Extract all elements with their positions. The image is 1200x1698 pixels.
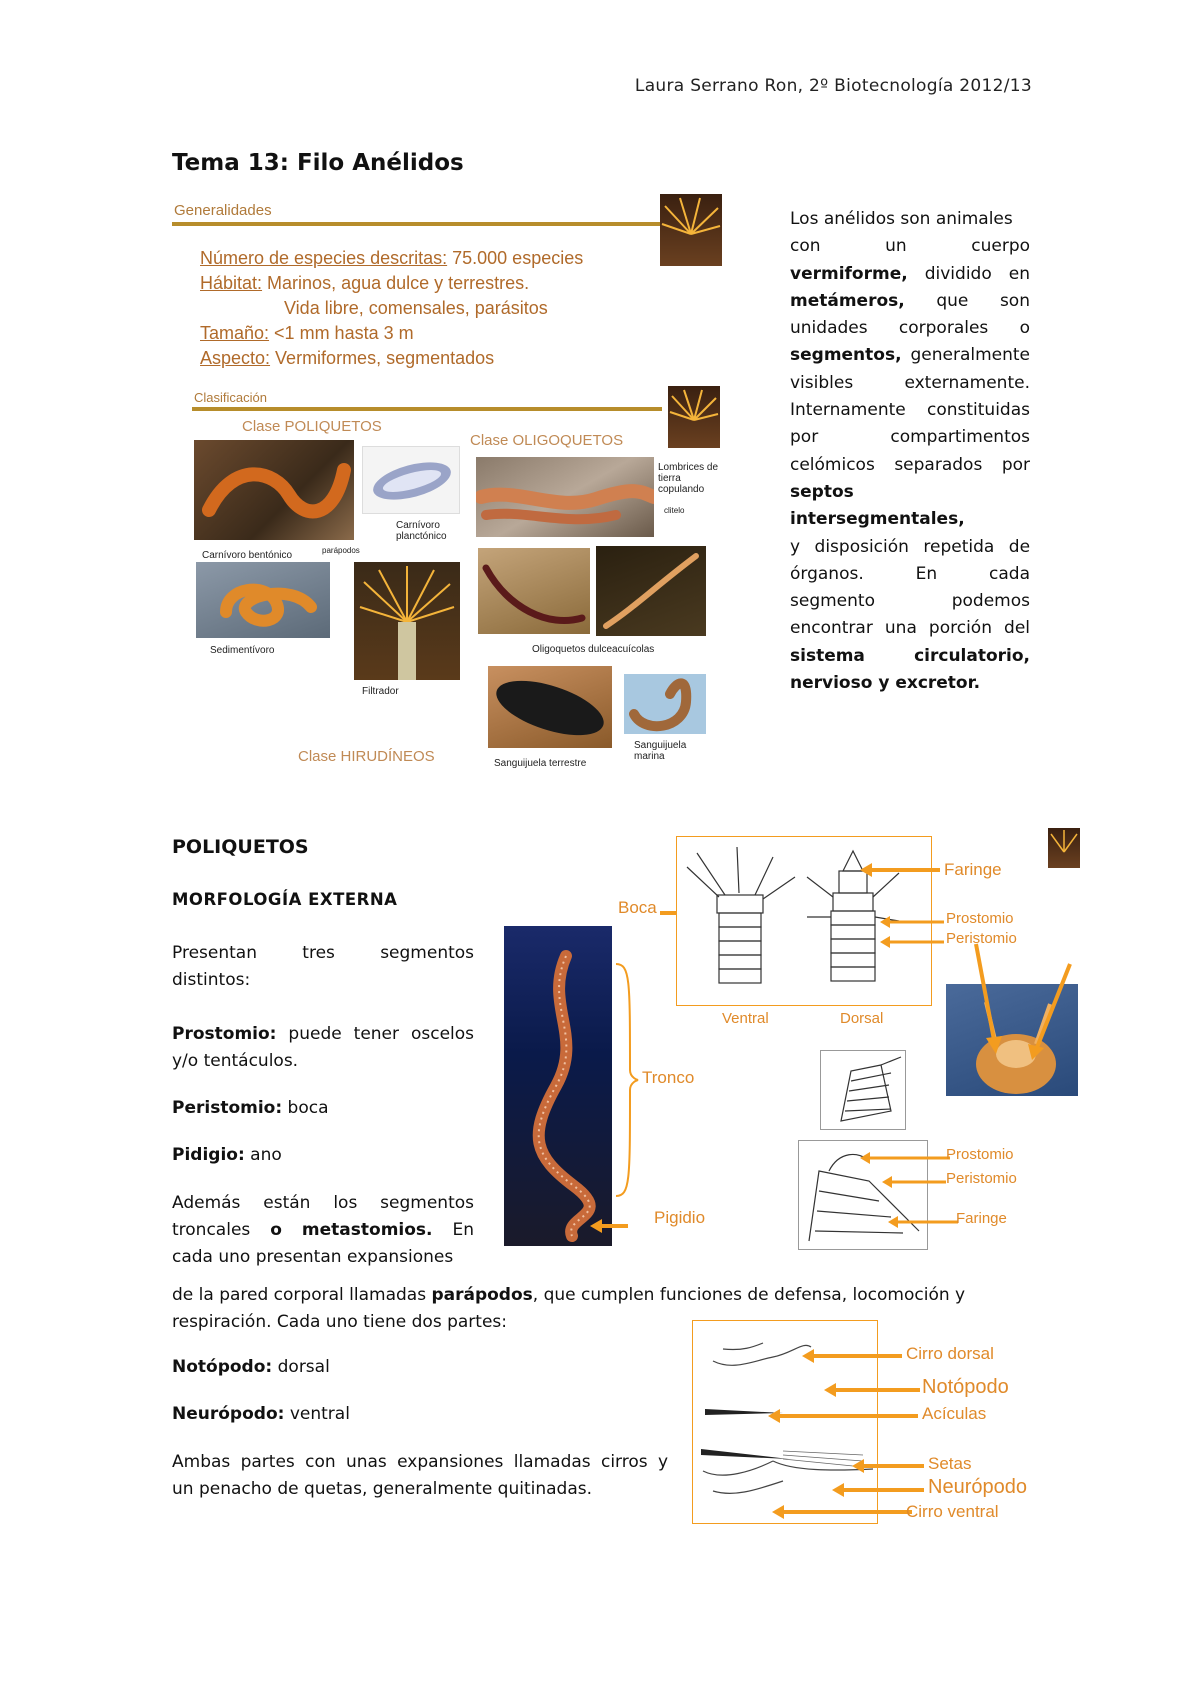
intro-line bbox=[790, 479, 1030, 534]
intro-word: disposición bbox=[814, 536, 909, 557]
arrow-aciculas bbox=[768, 1408, 918, 1424]
intro-word: septos bbox=[790, 481, 854, 502]
ademas-word: troncales bbox=[172, 1220, 251, 1241]
caption-lombrices: Lombrices de tierra copulando bbox=[658, 462, 719, 495]
ambas-word: Ambas bbox=[172, 1451, 231, 1472]
intro-line bbox=[790, 670, 1030, 697]
intro-word: que bbox=[936, 290, 969, 311]
prostomio-word: Prostomio: bbox=[172, 1023, 277, 1044]
intro-word: cada bbox=[989, 563, 1030, 584]
ademas-line-2 bbox=[172, 1217, 474, 1244]
worm-illustration bbox=[194, 440, 354, 540]
spacer bbox=[172, 995, 474, 1021]
intro-word: con bbox=[790, 236, 821, 257]
arrow-cirro-dorsal bbox=[802, 1348, 902, 1364]
tronco-bracket bbox=[612, 960, 642, 1200]
polychaete-illustration bbox=[504, 926, 612, 1246]
caption-carnivoro-bentonico: Carnívoro bentónico bbox=[202, 550, 293, 561]
arrow-prostomio bbox=[880, 914, 944, 930]
intro-line bbox=[790, 424, 1030, 451]
prostomio-word: oscelos bbox=[410, 1023, 475, 1044]
logo-fanworm-3 bbox=[1048, 828, 1080, 868]
parapodos-bold: parápodos bbox=[431, 1285, 533, 1305]
intro-word: son bbox=[999, 290, 1030, 311]
intro-word: de bbox=[1008, 536, 1031, 557]
label-tronco: Tronco bbox=[642, 1068, 695, 1087]
clase-hirudineos-label: Clase HIRUDÍNEOS bbox=[298, 748, 435, 765]
intro-text: nervioso y excretor. bbox=[790, 673, 981, 694]
arrow-setas bbox=[852, 1458, 924, 1474]
parapodos-pre: de la pared corporal llamadas bbox=[172, 1285, 432, 1305]
p1-word: Presentan bbox=[172, 943, 257, 963]
label-boca: Boca bbox=[618, 898, 657, 917]
side-sketch-1 bbox=[820, 1050, 906, 1130]
fanworm-icon bbox=[1048, 828, 1080, 868]
habitat-label: Hábitat: bbox=[200, 273, 263, 293]
ademas-line-1 bbox=[172, 1190, 474, 1217]
bristle-worm-illustration bbox=[596, 546, 706, 636]
intro-word: segmentos, bbox=[790, 345, 902, 366]
intro-line bbox=[790, 233, 1030, 260]
arrow-peristomio bbox=[880, 934, 944, 950]
intro-word: repetida bbox=[923, 536, 995, 557]
p1-word: tres bbox=[302, 943, 335, 963]
intro-line bbox=[790, 643, 1030, 670]
p1-line bbox=[172, 940, 474, 967]
intro-line bbox=[790, 315, 1030, 342]
fan-worm-illustration bbox=[354, 562, 460, 680]
intro-word: del bbox=[1004, 618, 1031, 639]
arrow-faringe-2 bbox=[888, 1214, 958, 1230]
habitat-value: Marinos, agua dulce y terrestres. bbox=[262, 273, 530, 293]
page-header: Laura Serrano Ron, 2º Biotecnología 2012/13 bbox=[634, 76, 1032, 96]
intro-word: celómicos bbox=[790, 454, 875, 475]
photo-oligoqueto-1 bbox=[478, 548, 590, 634]
pidigio-text: ano bbox=[244, 1145, 282, 1166]
poliquetos-text-lower bbox=[172, 1354, 672, 1503]
side-head-sketch bbox=[821, 1051, 907, 1131]
arrow-faringe bbox=[860, 860, 940, 880]
arrow-prostomio-2 bbox=[860, 1150, 950, 1166]
neuropodo-label: Neurópodo: bbox=[172, 1404, 285, 1425]
morfologia-subheading: MORFOLOGÍA EXTERNA bbox=[172, 890, 398, 909]
marine-leech-illustration bbox=[624, 674, 706, 734]
tamano-value: <1 mm hasta 3 m bbox=[269, 323, 414, 343]
page-title: Tema 13: Filo Anélidos bbox=[172, 150, 464, 176]
spacer bbox=[172, 1170, 474, 1190]
parapodo-figure bbox=[692, 1320, 1042, 1524]
respiracion-line: respiración. Cada uno tiene dos partes: bbox=[172, 1312, 508, 1333]
ambas-end: un penacho de quetas, generalmente quitinadas. bbox=[172, 1478, 593, 1499]
intro-word: compartimentos bbox=[890, 427, 1030, 448]
clasificacion-rule bbox=[192, 407, 662, 411]
intro-line bbox=[790, 288, 1030, 315]
photo-carnivoro-planctonico bbox=[362, 446, 460, 514]
aspecto-label: Aspecto: bbox=[200, 348, 271, 368]
label-cirro-dorsal: Cirro dorsal bbox=[906, 1344, 994, 1363]
label-prostomio-2: Prostomio bbox=[946, 1146, 1014, 1163]
caption-carnivoro-planctonico: Carnívoro planctónico bbox=[396, 520, 447, 542]
generalidades-heading: Generalidades bbox=[174, 202, 272, 219]
especies-value: 75.000 especies bbox=[447, 248, 584, 268]
ademas-word: Además bbox=[172, 1192, 241, 1213]
intro-paragraph bbox=[790, 206, 1030, 697]
morphology-figure bbox=[500, 830, 1080, 1250]
intro-word: en bbox=[1008, 263, 1031, 284]
label-notopodo: Notópodo bbox=[922, 1376, 1009, 1398]
prostomio-word: tener bbox=[353, 1023, 400, 1044]
intro-word: órganos. bbox=[790, 563, 864, 584]
label-faringe: Faringe bbox=[944, 860, 1002, 879]
photo-polychaete-worm bbox=[504, 926, 612, 1246]
parapodos-line bbox=[172, 1282, 1032, 1309]
ademas-word: segmentos bbox=[380, 1192, 474, 1213]
ademas-word: En bbox=[452, 1220, 474, 1241]
ambas-word: expansiones bbox=[397, 1451, 504, 1472]
intro-line bbox=[790, 588, 1030, 615]
prostomio-word: puede bbox=[288, 1023, 342, 1044]
habitat-row-2: Vida libre, comensales, parásitos bbox=[284, 298, 548, 318]
intro-word: encontrar bbox=[790, 618, 873, 639]
arrow-pigidio bbox=[590, 1216, 630, 1236]
ademas-word: los bbox=[333, 1192, 358, 1213]
caption-oligoquetos-dulce: Oligoquetos dulceacuícolas bbox=[532, 644, 655, 655]
caption-sanguijuela-marina: Sanguijuela marina bbox=[634, 740, 687, 762]
intro-line bbox=[790, 370, 1030, 397]
intro-word: un bbox=[885, 236, 907, 257]
arrow-peristomio-2 bbox=[882, 1174, 946, 1190]
ambas-word: cirros bbox=[600, 1451, 648, 1472]
especies-row bbox=[200, 246, 583, 271]
photo-lombrices bbox=[476, 457, 654, 537]
peristomio-line bbox=[172, 1095, 474, 1122]
intro-word: Internamente bbox=[790, 400, 906, 421]
ambas-word: llamadas bbox=[513, 1451, 591, 1472]
intro-word: por bbox=[1001, 454, 1030, 475]
intro-line bbox=[790, 452, 1030, 479]
neuropodo-text: ventral bbox=[284, 1404, 350, 1425]
intro-word: externamente. bbox=[904, 372, 1030, 393]
label-setas: Setas bbox=[928, 1454, 972, 1473]
generalidades-rule bbox=[172, 222, 710, 226]
neuropodo-line bbox=[172, 1401, 672, 1428]
intro-line bbox=[790, 561, 1030, 588]
label-peristomio: Peristomio bbox=[946, 930, 1017, 947]
intro-word: corporales bbox=[898, 318, 989, 339]
especies-label: Número de especies descritas: bbox=[200, 248, 448, 268]
ademas-word: están bbox=[263, 1192, 311, 1213]
planktonic-worm-illustration bbox=[363, 447, 460, 514]
ademas-line-3: cada uno presentan expansiones bbox=[172, 1247, 454, 1268]
red-worm-illustration bbox=[478, 548, 590, 634]
intro-line bbox=[790, 342, 1030, 369]
fanworm-icon bbox=[660, 194, 722, 266]
clasificacion-heading: Clasificación bbox=[194, 390, 267, 405]
notopodo-label: Notópodo: bbox=[172, 1357, 273, 1377]
label-ventral: Ventral bbox=[722, 1010, 769, 1027]
intro-word: dividido bbox=[924, 263, 992, 284]
label-aciculas: Acículas bbox=[922, 1404, 987, 1423]
photo-sanguijuela-terrestre bbox=[488, 666, 612, 748]
photo-sanguijuela-marina bbox=[624, 674, 706, 734]
logo-fanworm-1 bbox=[660, 194, 722, 266]
intro-line bbox=[790, 534, 1030, 561]
intro-word: o bbox=[1019, 318, 1030, 339]
photo-filtrador bbox=[354, 562, 460, 680]
intro-word: unidades bbox=[790, 318, 868, 339]
intro-word: una bbox=[884, 618, 917, 639]
intro-word: constituidas bbox=[927, 400, 1030, 421]
caption-clitelo: clitelo bbox=[664, 506, 685, 515]
caption-filtrador: Filtrador bbox=[362, 686, 399, 697]
intro-line bbox=[790, 206, 1030, 233]
intro-word: podemos bbox=[951, 591, 1030, 612]
spacer bbox=[172, 1075, 474, 1095]
intro-word: generalmente bbox=[910, 345, 1030, 366]
label-prostomio: Prostomio bbox=[946, 910, 1014, 927]
caption-sedimentivoro: Sedimentívoro bbox=[210, 645, 275, 656]
prostomio-line bbox=[172, 1021, 474, 1048]
fanworm-icon bbox=[668, 386, 720, 448]
arrows-to-photo bbox=[966, 940, 1076, 1060]
peristomio-label: Peristomio: bbox=[172, 1098, 283, 1119]
spacer bbox=[172, 1381, 672, 1401]
intro-word: separados bbox=[894, 454, 983, 475]
photo-carnivoro-bentonico bbox=[194, 440, 354, 540]
label-pigidio: Pigidio bbox=[654, 1208, 706, 1227]
intro-word: metámeros, bbox=[790, 290, 905, 311]
intro-word: sistema bbox=[790, 645, 865, 666]
caption-sanguijuela-terrestre: Sanguijuela terrestre bbox=[494, 758, 587, 769]
earthworms-illustration bbox=[476, 457, 654, 537]
p1-end: distintos: bbox=[172, 970, 251, 991]
aspecto-row bbox=[200, 346, 494, 371]
pidigio-line bbox=[172, 1142, 474, 1169]
intro-word: cuerpo bbox=[971, 236, 1031, 257]
notopodo-text: dorsal bbox=[272, 1357, 330, 1377]
intro-word: segmento bbox=[790, 591, 875, 612]
prostomio-end: y/o tentáculos. bbox=[172, 1050, 299, 1071]
parapodos-post: , que cumplen funciones de defensa, locomoción y bbox=[532, 1285, 966, 1305]
label-neuropodo: Neurópodo bbox=[928, 1476, 1027, 1498]
intro-word: porción bbox=[928, 618, 992, 639]
photo-sedimentivoro bbox=[196, 562, 330, 638]
clase-oligoquetos-label: Clase OLIGOQUETOS bbox=[470, 432, 624, 449]
p1-word: segmentos bbox=[380, 943, 475, 963]
intro-line bbox=[790, 397, 1030, 424]
poliquetos-text-narrow bbox=[172, 940, 474, 1272]
photo-oligoqueto-2 bbox=[596, 546, 706, 636]
spacer bbox=[172, 1122, 474, 1142]
poliquetos-heading: POLIQUETOS bbox=[172, 836, 309, 858]
ambas-word: y bbox=[657, 1451, 669, 1472]
spacer bbox=[172, 1429, 672, 1449]
intro-word: por bbox=[790, 427, 819, 448]
arrow-cirro-ventral bbox=[772, 1504, 912, 1520]
intro-word: visibles bbox=[790, 372, 854, 393]
ambas-word: unas bbox=[345, 1451, 387, 1472]
intro-text: Los anélidos son animales bbox=[790, 209, 1013, 229]
tamano-label: Tamaño: bbox=[200, 323, 270, 343]
pidigio-label: Pidigio: bbox=[172, 1145, 245, 1166]
intro-word: y bbox=[790, 536, 801, 557]
arrow-notopodo bbox=[824, 1382, 920, 1398]
ademas-word: o bbox=[270, 1220, 282, 1241]
slide-figure bbox=[172, 200, 728, 780]
label-faringe-2: Faringe bbox=[956, 1210, 1007, 1227]
logo-fanworm-2 bbox=[668, 386, 720, 448]
caption-parapodos: parápodos bbox=[322, 546, 360, 555]
leech-illustration bbox=[488, 666, 612, 748]
tamano-row bbox=[200, 321, 414, 346]
habitat-row bbox=[200, 271, 529, 296]
ambas-word: con bbox=[305, 1451, 336, 1472]
notopodo-line bbox=[172, 1354, 672, 1381]
clase-poliquetos-label: Clase POLIQUETOS bbox=[242, 418, 382, 435]
intro-word: circulatorio, bbox=[914, 645, 1030, 666]
coiled-worm-illustration bbox=[196, 562, 330, 638]
ademas-word: metastomios. bbox=[301, 1220, 433, 1241]
label-cirro-ventral: Cirro ventral bbox=[906, 1502, 999, 1521]
arrow-neuropodo bbox=[832, 1482, 924, 1498]
aspecto-value: Vermiformes, segmentados bbox=[270, 348, 495, 368]
ambas-word: partes bbox=[240, 1451, 295, 1472]
ambas-line bbox=[172, 1449, 668, 1476]
intro-word: En bbox=[915, 563, 938, 584]
peristomio-text: boca bbox=[282, 1098, 329, 1119]
intro-word: vermiforme, bbox=[790, 263, 908, 284]
intro-word: intersegmentales, bbox=[790, 509, 965, 530]
intro-line bbox=[790, 261, 1030, 288]
label-dorsal: Dorsal bbox=[840, 1010, 884, 1027]
label-peristomio-2: Peristomio bbox=[946, 1170, 1017, 1187]
intro-line bbox=[790, 615, 1030, 642]
